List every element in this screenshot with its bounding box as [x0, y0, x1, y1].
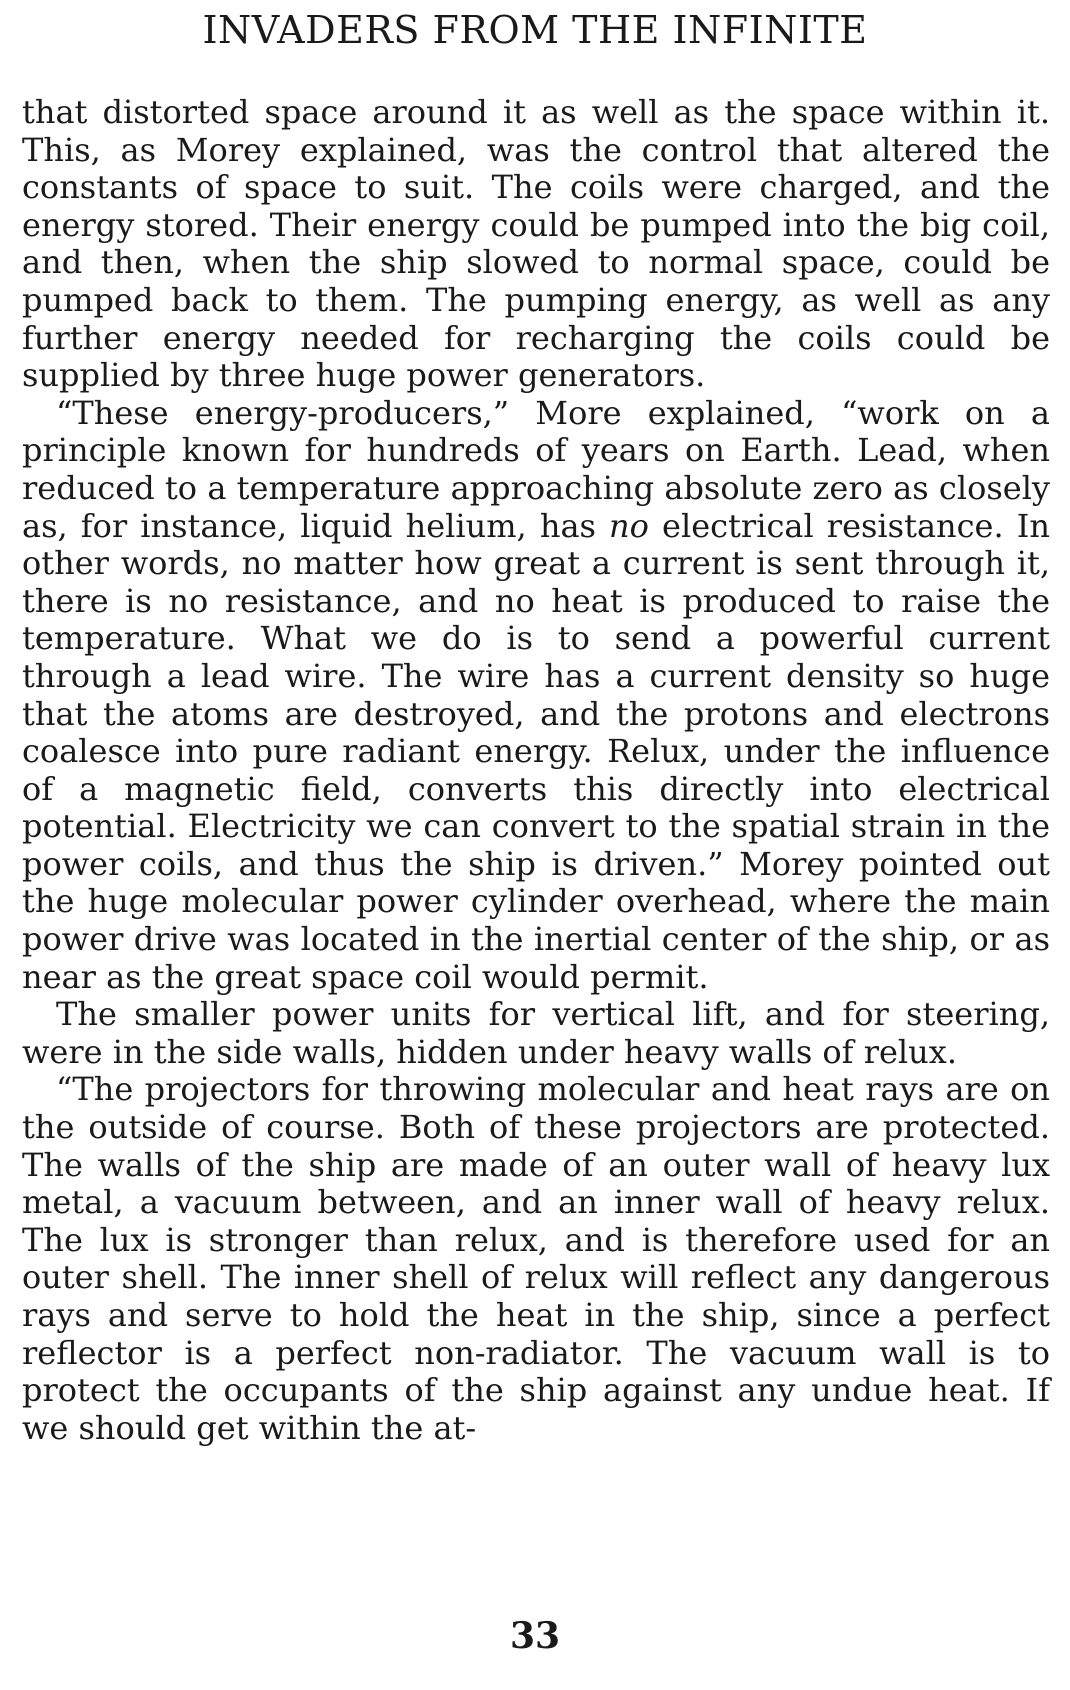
- paragraph-2: [22, 395, 1050, 997]
- running-head: INVADERS FROM THE INFINITE: [202, 8, 868, 52]
- paragraph-1: that distorted space around it as well as the space within it. This, as Morey explained, was the control that altered the constants of space to suit. The coils were charged, and the energy stored. Their energy could be pumped into the big coil, and then, when the ship slowed to normal space, could be pumped back to them. The pumping energy, as well as any further energy needed for recharging the coils could be supplied by three huge power generators.: [22, 93, 1050, 395]
- paragraph-4: “The projectors for throwing molecular and heat rays are on the outside of course. Both of these projectors are protected. The walls of the ship are made of an outer wall of heavy lux metal, a vacuum between, and an inner wall of heavy relux. The lux is stronger than relux, and is therefore used for an outer shell. The inner shell of relux will reflect any dangerous rays and serve to hold the heat in the ship, since a perfect reflector is a perfect non-radiator. The vacuum wall is to protect the occupants of the ship against any undue heat. If we should get within the at-: [22, 1070, 1050, 1447]
- emphasized-word: no: [609, 506, 649, 545]
- paragraph-2-part-2: electrical resistance. In other words, no matter how great a current is sent through it, there is no resistance, and no heat is produced to raise the temperature. What we do is to send a powerful current through a lead wire. The wire has a current density so huge that the atoms are destroyed, and the protons and electrons coalesce into pure radiant energy. Relux, under the influence of a magnetic field, converts this directly into electrical potential. Electricity we can convert to the spatial strain in the power coils, and thus the ship is driven.” Morey pointed out the huge molecular power cylinder overhead, where the main power drive was located in the inertial center of the ship, or as near as the great space coil would permit.: [22, 506, 1051, 996]
- body-text: [22, 94, 1050, 1447]
- paragraph-3: The smaller power units for vertical lift, and for steering, were in the side walls, hidden under heavy walls of relux.: [22, 995, 1050, 1071]
- page-number: 33: [509, 1615, 561, 1657]
- paragraph-2-part-1: “These energy-producers,” More explained, “work on a principle known for hundreds of years on Earth. Lead, when reduced to a temperature approaching absolute zero as closely as, for instance, liquid helium, has: [22, 393, 1050, 545]
